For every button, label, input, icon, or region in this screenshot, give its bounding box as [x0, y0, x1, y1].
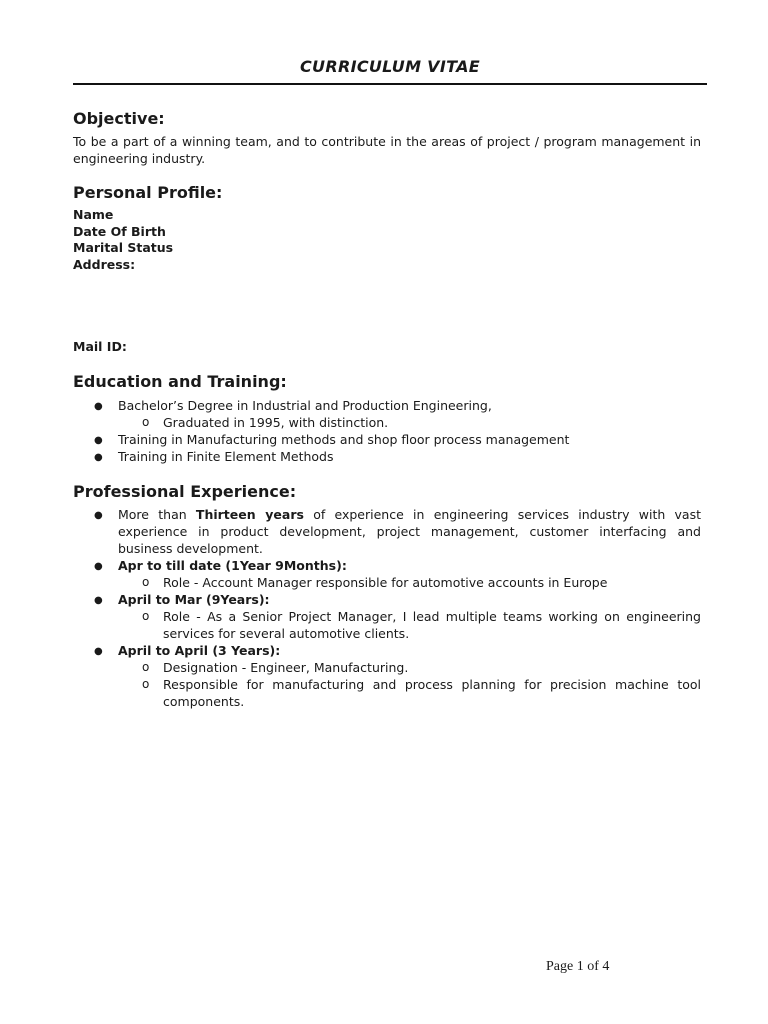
- experience-summary-post: of experience in engineering services industry with vast experience in product development, project management, customer interfacing and business development.: [118, 507, 701, 556]
- list-item: [73, 414, 701, 431]
- bullet-icon: ●: [94, 510, 103, 521]
- job1-period: Apr to till date (1Year 9Months):: [118, 558, 347, 573]
- job2-period: April to Mar (9Years):: [118, 592, 270, 607]
- bullet-icon: ●: [94, 595, 103, 606]
- objective-heading: Objective:: [73, 109, 165, 128]
- profile-field-name: Name: [73, 207, 114, 222]
- document-title: CURRICULUM VITAE: [300, 57, 480, 76]
- list-item: [73, 431, 701, 448]
- objective-text: To be a part of a winning team, and to contribute in the areas of project / program management in engineering industry.: [73, 134, 701, 166]
- list-item: [73, 676, 701, 710]
- bullet-icon: ●: [94, 401, 103, 412]
- experience-heading: Professional Experience:: [73, 482, 297, 501]
- cv-page: [73, 0, 707, 1024]
- education-heading: Education and Training:: [73, 372, 287, 391]
- education-item-fem: Training in Finite Element Methods: [118, 449, 334, 464]
- list-item: [73, 397, 701, 414]
- profile-field-dob: Date Of Birth: [73, 223, 166, 239]
- list-item: [73, 448, 701, 465]
- list-item: [73, 506, 701, 557]
- bullet-icon: ●: [94, 452, 103, 463]
- circle-bullet-icon: o: [142, 575, 150, 589]
- experience-summary-bold: Thirteen years: [195, 507, 304, 522]
- education-item-manufacturing: Training in Manufacturing methods and shop floor process management: [118, 432, 570, 447]
- profile-field-marital-status: Marital Status: [73, 240, 174, 255]
- personal-profile-heading: Personal Profile:: [73, 183, 223, 202]
- experience-summary-pre: More than: [118, 507, 196, 522]
- education-list: [73, 397, 701, 465]
- education-item-graduated: Graduated in 1995, with distinction.: [163, 415, 389, 430]
- circle-bullet-icon: o: [142, 609, 150, 623]
- list-item: [73, 642, 701, 659]
- job3-designation: Designation - Engineer, Manufacturing.: [163, 660, 409, 675]
- circle-bullet-icon: o: [142, 415, 150, 429]
- list-item: [73, 557, 701, 574]
- circle-bullet-icon: o: [142, 660, 150, 674]
- title-rule: [73, 83, 707, 85]
- job1-role: Role - Account Manager responsible for automotive accounts in Europe: [163, 575, 608, 590]
- mail-id-label: Mail ID:: [73, 339, 127, 354]
- list-item: [73, 591, 701, 608]
- profile-field-address: Address:: [73, 256, 136, 272]
- circle-bullet-icon: o: [142, 677, 150, 691]
- list-item: [73, 608, 701, 642]
- job3-period: April to April (3 Years):: [118, 643, 281, 658]
- list-item: [73, 574, 701, 591]
- page-number: Page 1 of 4: [546, 959, 610, 974]
- bullet-icon: ●: [94, 435, 103, 446]
- experience-list: [73, 506, 701, 710]
- bullet-icon: ●: [94, 646, 103, 657]
- profile-fields: [73, 207, 173, 273]
- job2-role: Role - As a Senior Project Manager, I lead multiple teams working on engineering services for several automotive clients.: [163, 609, 701, 641]
- education-item-degree: Bachelor’s Degree in Industrial and Production Engineering,: [118, 398, 492, 413]
- list-item: [73, 659, 701, 676]
- bullet-icon: ●: [94, 561, 103, 572]
- job3-responsibility: Responsible for manufacturing and process planning for precision machine tool components.: [163, 677, 701, 709]
